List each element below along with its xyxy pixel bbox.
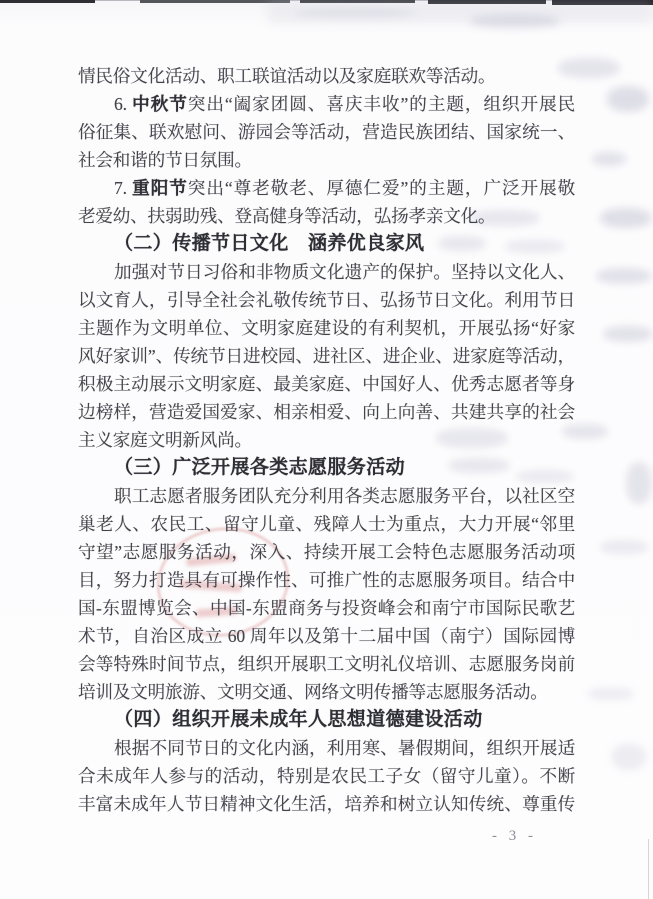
line-segment: 术节，自治区成立 60 周年以及第十二届中国（南宁）国际园博 — [78, 626, 575, 646]
text-line — [78, 426, 575, 454]
line-segment: 情民俗文化活动、职工联谊活动以及家庭联欢等活动。 — [78, 66, 496, 86]
text-line — [78, 90, 575, 118]
text-line — [78, 538, 575, 566]
text-line — [78, 342, 575, 370]
text-line — [78, 174, 575, 202]
line-segment: 国-东盟博览会、中国-东盟商务与投资峰会和南宁市国际民歌艺 — [78, 598, 575, 618]
line-segment: 会等特殊时间节点，组织开展职工文明礼仪培训、志愿服务岗前 — [78, 654, 575, 674]
text-line — [78, 146, 575, 174]
line-segment: 6. — [114, 94, 133, 114]
text-line — [78, 118, 575, 146]
scan-edge-line — [648, 839, 649, 899]
line-segment: 风好家训”、传统节日进校园、进社区、进企业、进家庭等活动， — [78, 346, 575, 366]
text-line — [78, 678, 575, 706]
line-segment: 巢老人、农民工、留守儿童、残障人士为重点，大力开展“邻里 — [78, 514, 575, 534]
line-segment: （二）传播节日文化 涵养优良家风 — [114, 233, 425, 254]
line-segment: 丰富未成年人节日精神文化生活，培养和树立认知传统、尊重传 — [78, 794, 575, 814]
line-segment: （三）广泛开展各类志愿服务活动 — [114, 457, 406, 478]
bleed-through-mark — [600, 208, 652, 228]
scan-edge-strip — [0, 0, 95, 3]
line-segment-bold: 中秋节 — [132, 94, 188, 114]
line-segment: 积极主动展示文明家庭、最美家庭、中国好人、优秀志愿者等身 — [78, 374, 575, 394]
section-heading — [78, 454, 575, 482]
line-segment: 突出“尊老敬老、厚德仁爱”的主题，广泛开展敬 — [187, 178, 576, 198]
text-line — [78, 762, 575, 790]
document-body — [78, 62, 575, 818]
bleed-through-mark — [626, 462, 652, 504]
line-segment: （四）组织开展未成年人思想道德建设活动 — [114, 709, 483, 730]
text-line — [78, 398, 575, 426]
line-segment: 老爱幼、扶弱助残、登高健身等活动，弘扬孝亲文化。 — [78, 206, 496, 226]
bleed-through-mark — [596, 268, 652, 284]
line-segment: 边榜样，营造爱国爱家、相亲相爱、向上向善、共建共享的社会 — [78, 402, 575, 422]
section-heading — [78, 706, 575, 734]
text-line — [78, 622, 575, 650]
text-line — [78, 202, 575, 230]
line-segment: 根据不同节日的文化内涵，利用寒、暑假期间，组织开展适 — [114, 738, 575, 758]
bleed-through-mark — [588, 688, 634, 700]
line-segment: 加强对节日习俗和非物质文化遗产的保护。坚持以文化人、 — [114, 262, 575, 282]
bleed-through-mark — [603, 326, 653, 342]
bleed-through-mark — [470, 14, 560, 28]
text-line — [78, 510, 575, 538]
text-line — [78, 482, 575, 510]
bleed-through-mark — [612, 744, 646, 770]
text-line — [78, 734, 575, 762]
line-segment: 目，努力打造具有可操作性、可推广性的志愿服务项目。结合中 — [78, 570, 575, 590]
line-segment: 7. — [114, 178, 133, 198]
bleed-through-mark — [607, 86, 649, 112]
text-line — [78, 314, 575, 342]
line-segment: 职工志愿者服务团队充分利用各类志愿服务平台，以社区空 — [114, 486, 575, 506]
line-segment: 培训及文明旅游、文明交通、网络文明传播等志愿服务活动。 — [78, 682, 548, 702]
bleed-through-mark — [592, 152, 626, 166]
text-line — [78, 566, 575, 594]
text-line — [78, 62, 575, 90]
text-line — [78, 650, 575, 678]
bleed-through-mark — [295, 8, 415, 18]
line-segment: 主题作为文明单位、文明家庭建设的有利契机，开展弘扬“好家 — [78, 318, 575, 338]
line-segment: 突出“阖家团圆、喜庆丰收”的主题，组织开展民 — [187, 94, 576, 114]
text-line — [78, 258, 575, 286]
line-segment-bold: 重阳节 — [132, 178, 188, 198]
line-segment: 社会和谐的节日氛围。 — [78, 150, 252, 170]
text-line — [78, 286, 575, 314]
line-segment: 合未成年人参与的活动，特别是农民工子女（留守儿童）。不断 — [78, 766, 575, 786]
line-segment: 守望”志愿服务活动，深入、持续开展工会特色志愿服务活动项 — [78, 542, 575, 562]
section-heading — [78, 230, 575, 258]
page-number: - 3 - — [492, 828, 537, 844]
line-segment: 俗征集、联欢慰问、游园会等活动，营造民族团结、国家统一、 — [78, 122, 575, 142]
text-line — [78, 370, 575, 398]
text-line — [78, 790, 575, 818]
line-segment: 以文育人，引导全社会礼敬传统节日、弘扬节日文化。利用节日 — [78, 290, 575, 310]
bleed-through-mark — [600, 540, 648, 554]
line-segment: 主义家庭文明新风尚。 — [78, 430, 252, 450]
text-line — [78, 594, 575, 622]
